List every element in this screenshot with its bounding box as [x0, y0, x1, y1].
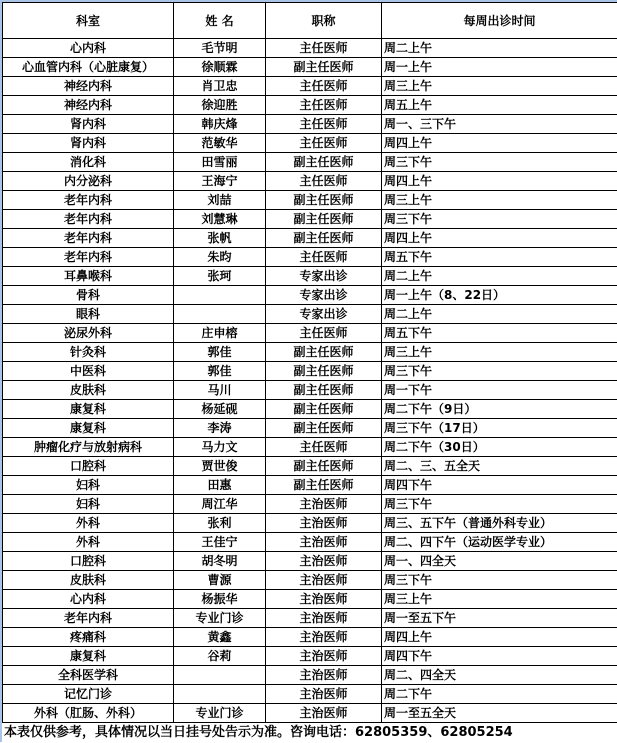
- title-cell: 副主任医师: [266, 153, 382, 172]
- department-cell: 消化科: [3, 153, 174, 172]
- table-row: [3, 476, 617, 495]
- schedule-cell: 周三、五下午（普通外科专业）: [382, 514, 617, 533]
- table-row: [3, 229, 617, 248]
- department-cell: 康复科: [3, 647, 174, 666]
- department-cell: 口腔科: [3, 457, 174, 476]
- schedule-cell: 周二上午: [382, 39, 617, 58]
- table-row: [3, 324, 617, 343]
- table-row: [3, 286, 617, 305]
- schedule-cell: 周五下午: [382, 324, 617, 343]
- footer-note: 本表仅供参考，具体情况以当日挂号处告示为准。咨询电话：62805359、62805254: [4, 723, 513, 743]
- doctor-name-cell: 杨延砚: [174, 400, 266, 419]
- doctor-name-cell: 朱昀: [174, 248, 266, 267]
- header-title: 职称: [266, 3, 382, 39]
- title-cell: 主任医师: [266, 134, 382, 153]
- table-row: [3, 533, 617, 552]
- schedule-cell: 周四下午: [382, 476, 617, 495]
- department-cell: 皮肤科: [3, 571, 174, 590]
- table-row: [3, 39, 617, 58]
- doctor-name-cell: [174, 685, 266, 704]
- table-row: [3, 305, 617, 324]
- title-cell: 专家出诊: [266, 286, 382, 305]
- schedule-cell: 周一上午（8、22日）: [382, 286, 617, 305]
- table-row: [3, 609, 617, 628]
- department-cell: 妇科: [3, 495, 174, 514]
- title-cell: 副主任医师: [266, 419, 382, 438]
- department-cell: 耳鼻喉科: [3, 267, 174, 286]
- table-row: [3, 134, 617, 153]
- department-cell: 老年内科: [3, 229, 174, 248]
- schedule-cell: 周三下午: [382, 153, 617, 172]
- table-row: [3, 362, 617, 381]
- department-cell: 肿瘤化疗与放射病科: [3, 438, 174, 457]
- department-cell: 老年内科: [3, 609, 174, 628]
- title-cell: 主任医师: [266, 248, 382, 267]
- table-row: [3, 438, 617, 457]
- department-cell: 心血管内科（心脏康复）: [3, 58, 174, 77]
- schedule-cell: 周五下午: [382, 248, 617, 267]
- schedule-cell: 周一至五下午: [382, 609, 617, 628]
- table-row: [3, 172, 617, 191]
- title-cell: 主治医师: [266, 647, 382, 666]
- doctor-name-cell: 专业门诊: [174, 609, 266, 628]
- title-cell: 主治医师: [266, 704, 382, 723]
- doctor-name-cell: 谷莉: [174, 647, 266, 666]
- schedule-cell: 周二上午: [382, 267, 617, 286]
- title-cell: 主任医师: [266, 115, 382, 134]
- title-cell: 副主任医师: [266, 457, 382, 476]
- header-name: 姓 名: [174, 3, 266, 39]
- department-cell: 老年内科: [3, 248, 174, 267]
- title-cell: 副主任医师: [266, 362, 382, 381]
- department-cell: 康复科: [3, 419, 174, 438]
- header-schedule: 每周出诊时间: [382, 3, 617, 39]
- doctor-name-cell: [174, 286, 266, 305]
- doctor-name-cell: 曹源: [174, 571, 266, 590]
- department-cell: 康复科: [3, 400, 174, 419]
- schedule-cell: 周二、四下午（运动医学专业）: [382, 533, 617, 552]
- schedule-table: [2, 2, 617, 723]
- title-cell: 主治医师: [266, 552, 382, 571]
- title-cell: 副主任医师: [266, 191, 382, 210]
- schedule-cell: 周二下午（30日）: [382, 438, 617, 457]
- schedule-cell: 周三上午: [382, 191, 617, 210]
- doctor-name-cell: 徐顺霖: [174, 58, 266, 77]
- table-row: [3, 381, 617, 400]
- department-cell: 妇科: [3, 476, 174, 495]
- title-cell: 主任医师: [266, 324, 382, 343]
- schedule-cell: 周一至五全天: [382, 704, 617, 723]
- department-cell: 心内科: [3, 590, 174, 609]
- title-cell: 主治医师: [266, 495, 382, 514]
- schedule-cell: 周一下午: [382, 381, 617, 400]
- title-cell: 主任医师: [266, 438, 382, 457]
- doctor-name-cell: 张利: [174, 514, 266, 533]
- schedule-cell: 周四下午: [382, 647, 617, 666]
- department-cell: 骨科: [3, 286, 174, 305]
- schedule-cell: 周四上午: [382, 229, 617, 248]
- doctor-name-cell: 王海宁: [174, 172, 266, 191]
- doctor-name-cell: [174, 305, 266, 324]
- title-cell: 专家出诊: [266, 305, 382, 324]
- department-cell: 泌尿外科: [3, 324, 174, 343]
- title-cell: 主治医师: [266, 533, 382, 552]
- doctor-name-cell: 马力文: [174, 438, 266, 457]
- schedule-cell: 周三下午: [382, 362, 617, 381]
- table-row: [3, 666, 617, 685]
- doctor-name-cell: 王佳宁: [174, 533, 266, 552]
- doctor-name-cell: 张珂: [174, 267, 266, 286]
- title-cell: 副主任医师: [266, 381, 382, 400]
- title-cell: 主任医师: [266, 39, 382, 58]
- table-row: [3, 457, 617, 476]
- title-cell: 主治医师: [266, 628, 382, 647]
- doctor-name-cell: 肖卫忠: [174, 77, 266, 96]
- doctor-name-cell: 马川: [174, 381, 266, 400]
- doctor-name-cell: 郭佳: [174, 362, 266, 381]
- doctor-name-cell: 贾世俊: [174, 457, 266, 476]
- department-cell: 外科: [3, 514, 174, 533]
- schedule-cell: 周四上午: [382, 172, 617, 191]
- table-row: [3, 343, 617, 362]
- department-cell: 记忆门诊: [3, 685, 174, 704]
- doctor-name-cell: 杨振华: [174, 590, 266, 609]
- table-row: [3, 210, 617, 229]
- title-cell: 副主任医师: [266, 476, 382, 495]
- schedule-cell: 周二、四全天: [382, 666, 617, 685]
- table-row: [3, 77, 617, 96]
- table-row: [3, 685, 617, 704]
- doctor-name-cell: 毛节明: [174, 39, 266, 58]
- title-cell: 主治医师: [266, 666, 382, 685]
- department-cell: 心内科: [3, 39, 174, 58]
- title-cell: 副主任医师: [266, 229, 382, 248]
- doctor-name-cell: 周江华: [174, 495, 266, 514]
- table-row: [3, 267, 617, 286]
- department-cell: 中医科: [3, 362, 174, 381]
- schedule-cell: 周一上午: [382, 58, 617, 77]
- doctor-name-cell: 韩庆烽: [174, 115, 266, 134]
- header-row: [3, 3, 617, 39]
- title-cell: 副主任医师: [266, 400, 382, 419]
- title-cell: 主治医师: [266, 571, 382, 590]
- doctor-name-cell: 李涛: [174, 419, 266, 438]
- doctor-name-cell: [174, 666, 266, 685]
- schedule-cell: 周三上午: [382, 77, 617, 96]
- table-row: [3, 647, 617, 666]
- schedule-cell: 周三上午: [382, 343, 617, 362]
- title-cell: 副主任医师: [266, 58, 382, 77]
- table-row: [3, 191, 617, 210]
- table-row: [3, 495, 617, 514]
- table-row: [3, 400, 617, 419]
- department-cell: 外科: [3, 533, 174, 552]
- schedule-cell: 周二下午: [382, 685, 617, 704]
- schedule-cell: 周二下午（9日）: [382, 400, 617, 419]
- doctor-name-cell: 庄申榕: [174, 324, 266, 343]
- department-cell: 外科（肛肠、外科）: [3, 704, 174, 723]
- schedule-cell: 周四上午: [382, 134, 617, 153]
- doctor-name-cell: 田惠: [174, 476, 266, 495]
- doctor-name-cell: 徐迎胜: [174, 96, 266, 115]
- doctor-name-cell: 黄鑫: [174, 628, 266, 647]
- doctor-name-cell: 田雪丽: [174, 153, 266, 172]
- department-cell: 皮肤科: [3, 381, 174, 400]
- title-cell: 专家出诊: [266, 267, 382, 286]
- doctor-name-cell: 郭佳: [174, 343, 266, 362]
- doctor-name-cell: 专业门诊: [174, 704, 266, 723]
- schedule-cell: 周三下午: [382, 571, 617, 590]
- schedule-cell: 周三下午: [382, 210, 617, 229]
- schedule-cell: 周三上午: [382, 590, 617, 609]
- table-row: [3, 58, 617, 77]
- table-row: [3, 419, 617, 438]
- department-cell: 全科医学科: [3, 666, 174, 685]
- doctor-name-cell: 刘慧琳: [174, 210, 266, 229]
- department-cell: 肾内科: [3, 134, 174, 153]
- schedule-cell: 周一、四全天: [382, 552, 617, 571]
- schedule-cell: 周二上午: [382, 305, 617, 324]
- department-cell: 老年内科: [3, 191, 174, 210]
- table-row: [3, 514, 617, 533]
- doctor-name-cell: 张帆: [174, 229, 266, 248]
- department-cell: 针灸科: [3, 343, 174, 362]
- department-cell: 疼痛科: [3, 628, 174, 647]
- department-cell: 老年内科: [3, 210, 174, 229]
- doctor-name-cell: 范敏华: [174, 134, 266, 153]
- title-cell: 主任医师: [266, 96, 382, 115]
- department-cell: 内分泌科: [3, 172, 174, 191]
- table-row: [3, 115, 617, 134]
- table-row: [3, 552, 617, 571]
- schedule-cell: 周二、三、五全天: [382, 457, 617, 476]
- department-cell: 口腔科: [3, 552, 174, 571]
- schedule-cell: 周三下午: [382, 495, 617, 514]
- title-cell: 主治医师: [266, 590, 382, 609]
- schedule-cell: 周四上午: [382, 628, 617, 647]
- department-cell: 神经内科: [3, 77, 174, 96]
- department-cell: 眼科: [3, 305, 174, 324]
- header-department: 科室: [3, 3, 174, 39]
- title-cell: 主治医师: [266, 685, 382, 704]
- schedule-cell: 周五上午: [382, 96, 617, 115]
- table-row: [3, 96, 617, 115]
- title-cell: 主任医师: [266, 77, 382, 96]
- title-cell: 主治医师: [266, 609, 382, 628]
- title-cell: 副主任医师: [266, 343, 382, 362]
- title-cell: 主任医师: [266, 172, 382, 191]
- schedule-cell: 周一、三下午: [382, 115, 617, 134]
- department-cell: 肾内科: [3, 115, 174, 134]
- table-row: [3, 590, 617, 609]
- schedule-cell: 周三下午（17日）: [382, 419, 617, 438]
- table-row: [3, 628, 617, 647]
- doctor-name-cell: 刘喆: [174, 191, 266, 210]
- table-row: [3, 704, 617, 723]
- table-row: [3, 571, 617, 590]
- doctor-name-cell: 胡冬明: [174, 552, 266, 571]
- table-row: [3, 153, 617, 172]
- title-cell: 副主任医师: [266, 210, 382, 229]
- table-row: [3, 248, 617, 267]
- title-cell: 主治医师: [266, 514, 382, 533]
- department-cell: 神经内科: [3, 96, 174, 115]
